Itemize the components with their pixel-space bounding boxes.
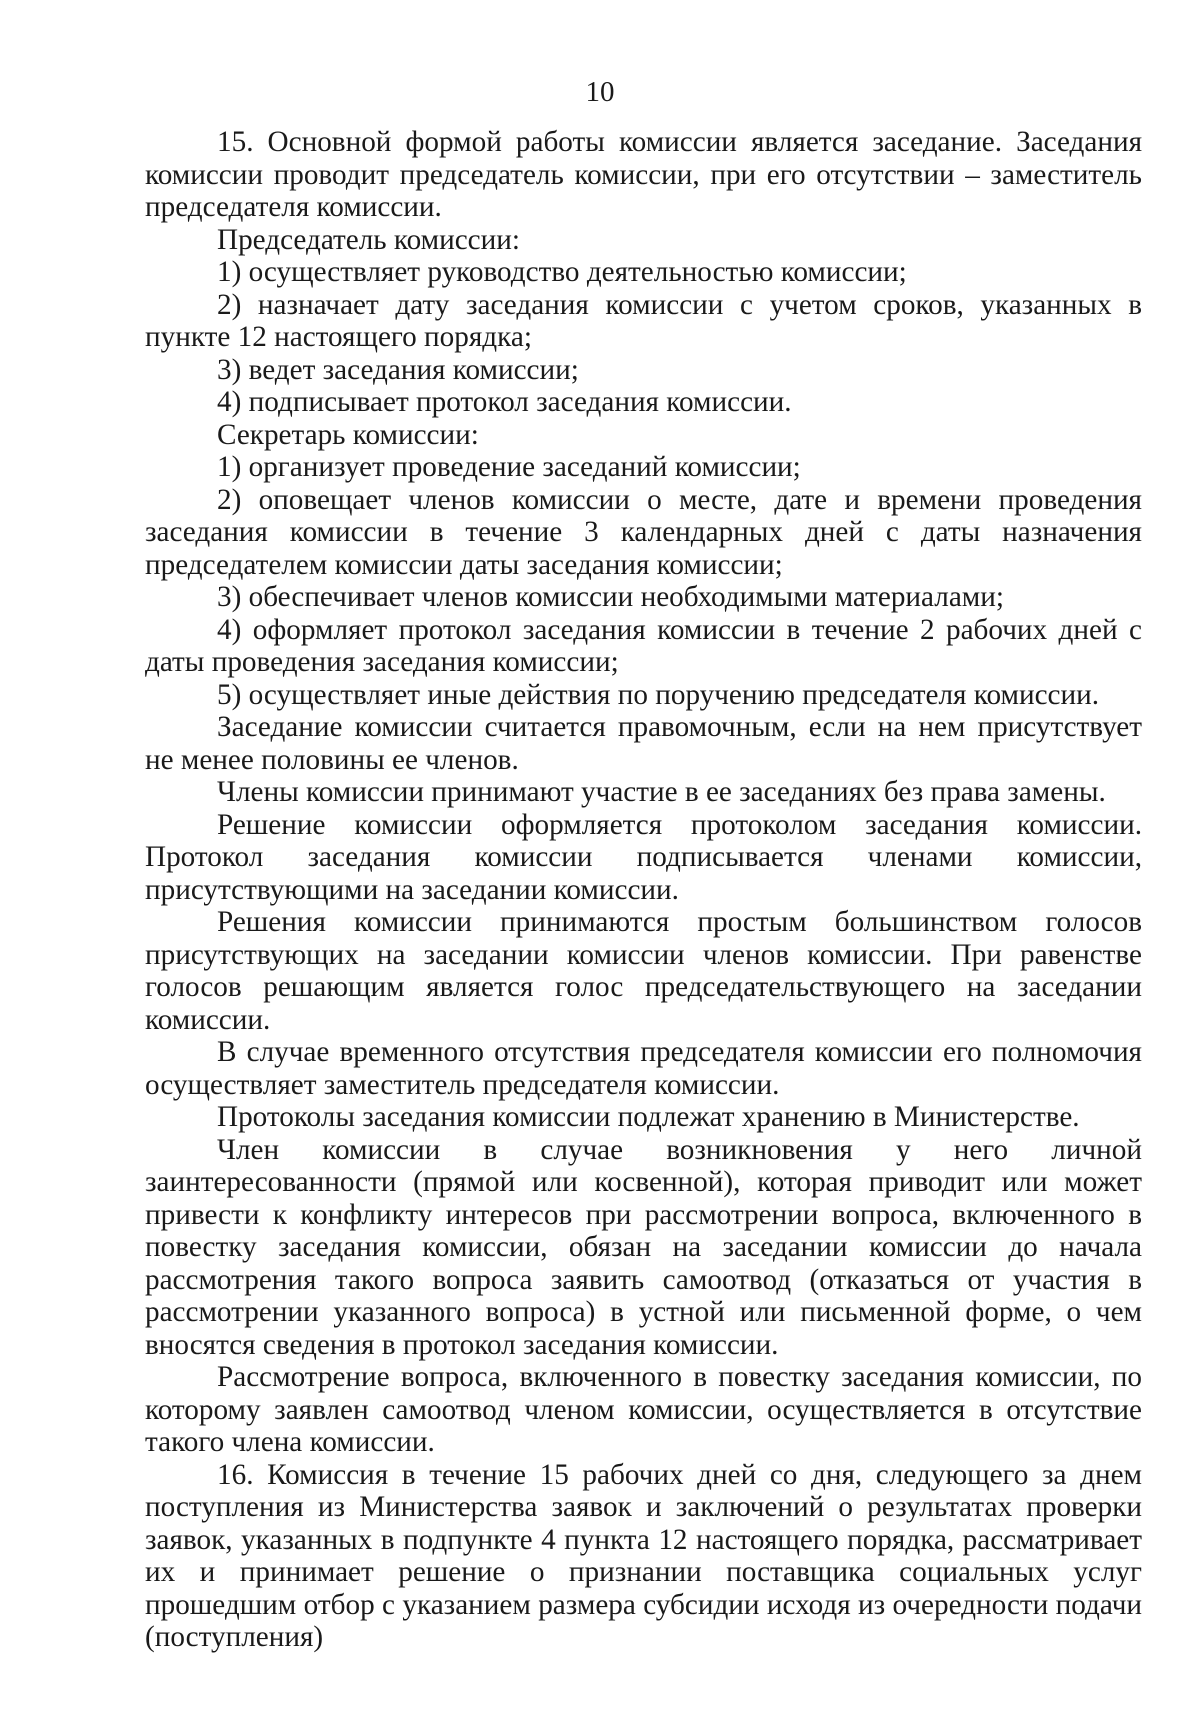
paragraph-conflict-of-interest: Член комиссии в случае возникновения у него личной заинтересованности (прямой или косвенной), которая приводит или может привести к конфликту интересов при рассмотрении вопроса, включенного в повестку заседания комиссии, обязан на заседании комиссии до начала рассмотрения такого вопроса заявить самоотвод (отказаться от участия в рассмотрении указанного вопроса) в устной или письменной форме, о чем вносятся сведения в протокол заседания комиссии. bbox=[145, 1133, 1142, 1361]
secretary-duty-3: 3) обеспечивает членов комиссии необходимыми материалами; bbox=[217, 581, 1004, 613]
paragraph-storage: Протоколы заседания комиссии подлежат хранению в Министерстве. bbox=[217, 1101, 1080, 1133]
document-body bbox=[145, 126, 1142, 1654]
paragraph-protocol: Решение комиссии оформляется протоколом заседания комиссии. Протокол заседания комиссии подписывается членами комиссии, присутствующими на заседании комиссии. bbox=[145, 808, 1142, 906]
secretary-duty-4: 4) оформляет протокол заседания комиссии в течение 2 рабочих дней с даты проведения заседания комиссии; bbox=[145, 613, 1142, 678]
chairman-duty-3: 3) ведет заседания комиссии; bbox=[217, 353, 579, 386]
secretary-duty-1: 1) организует проведение заседаний комиссии; bbox=[217, 451, 801, 483]
secretary-duty-2: 2) оповещает членов комиссии о месте, дате и времени проведения заседания комиссии в течение 3 календарных дней с даты назначения председателем комиссии даты заседания комиссии; bbox=[145, 483, 1142, 581]
paragraph-voting: Решения комиссии принимаются простым большинством голосов присутствующих на заседании комиссии членов комиссии. При равенстве голосов решающим является голос председательствующего на заседании комиссии. bbox=[145, 906, 1142, 1036]
paragraph-quorum: Заседание комиссии считается правомочным, если на нем присутствует не менее половины ее членов. bbox=[145, 711, 1142, 776]
chairman-duty-1: 1) осуществляет руководство деятельностью комиссии; bbox=[217, 256, 907, 288]
page-number: 10 bbox=[585, 76, 615, 108]
paragraph-secretary-heading: Секретарь комиссии: bbox=[217, 418, 479, 451]
paragraph-16: 16. Комиссия в течение 15 рабочих дней со дня, следующего за днем поступления из Министерства заявок и заключений о результатах проверки заявок, указанных в подпункте 4 пункта 12 настоящего порядка, рассматривает их и принимает решение о признании поставщика социальных услуг прошедшим отбор с указанием размера субсидии исходя из очередности подачи (поступления) bbox=[145, 1458, 1142, 1653]
paragraph-no-substitution: Члены комиссии принимают участие в ее заседаниях без права замены. bbox=[217, 776, 1106, 808]
chairman-duty-4: 4) подписывает протокол заседания комиссии. bbox=[217, 386, 792, 418]
paragraph-chairman-heading: Председатель комиссии: bbox=[217, 223, 520, 256]
paragraph-recusal: Рассмотрение вопроса, включенного в повестку заседания комиссии, по которому заявлен самоотвод членом комиссии, осуществляется в отсутствие такого члена комиссии. bbox=[145, 1361, 1142, 1458]
chairman-duty-2: 2) назначает дату заседания комиссии с учетом сроков, указанных в пункте 12 настоящего порядка; bbox=[145, 288, 1142, 353]
paragraph-15: 15. Основной формой работы комиссии является заседание. Заседания комиссии проводит председатель комиссии, при его отсутствии – заместитель председателя комиссии. bbox=[145, 126, 1142, 223]
paragraph-deputy: В случае временного отсутствия председателя комиссии его полномочия осуществляет заместитель председателя комиссии. bbox=[145, 1036, 1142, 1101]
secretary-duty-5: 5) осуществляет иные действия по поручению председателя комиссии. bbox=[217, 678, 1100, 711]
